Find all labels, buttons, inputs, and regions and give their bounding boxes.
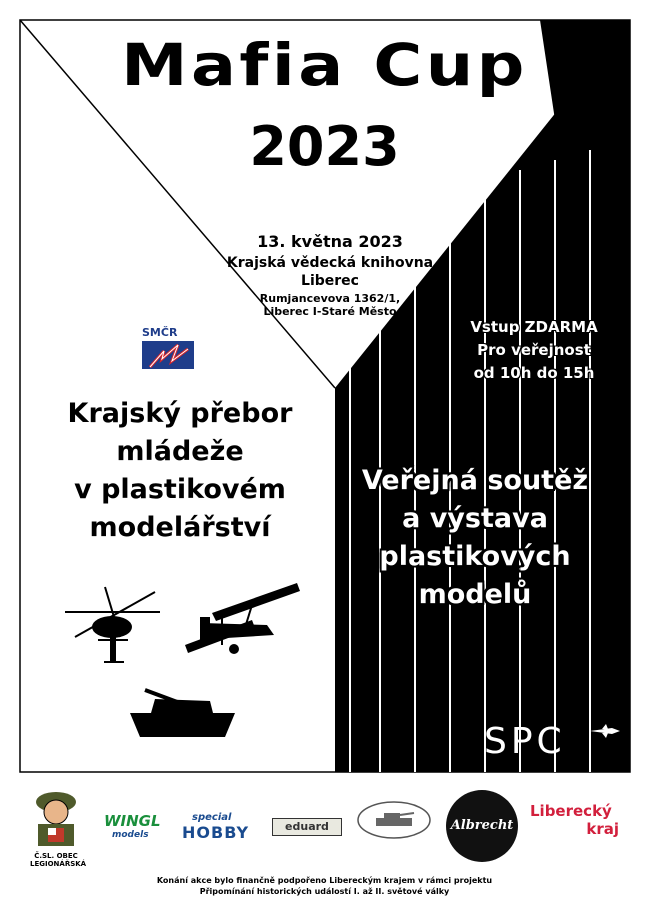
footer-line-2: Připomínání historických událostí I. až II. světové války [199, 887, 450, 896]
spc-logo [484, 722, 624, 768]
event-city: Liberec [301, 273, 359, 289]
event-date: 13. května 2023 [257, 232, 403, 251]
special-hobby-logo [182, 812, 258, 842]
left-heading [40, 395, 320, 547]
page-title: Mafia Cup [121, 31, 528, 99]
entry-line-1: Vstup ZDARMA [470, 318, 598, 336]
event-address-2: Liberec I-Staré Město [263, 305, 397, 318]
wingl-logo-top: WINGL [104, 812, 161, 830]
left-heading-line: v plastikovém [74, 474, 286, 505]
wingl-logo [104, 812, 170, 842]
legion-logo-top: Č.SL. OBEC [34, 852, 78, 860]
eduard-logo [272, 818, 342, 836]
entry-line-2: Pro veřejnost [477, 341, 591, 359]
event-venue: Krajská vědecká knihovna [226, 255, 434, 271]
spc-logo-text: SPC [484, 721, 566, 762]
tank-icon [125, 685, 240, 740]
entry-line-3: od 10h do 15h [473, 364, 595, 382]
liberec-logo-bottom: kraj [586, 820, 619, 838]
smcr-logo [142, 326, 202, 370]
lightning-icon [142, 339, 202, 371]
right-heading-line: plastikových [379, 541, 571, 572]
left-heading-line: Krajský přebor [67, 398, 293, 429]
footer-line-1: Konání akce bylo finančně podpořeno Libereckým krajem v rámci projektu [156, 876, 493, 885]
right-heading [350, 462, 600, 614]
smcr-logo-text: SMČR [142, 326, 178, 339]
tank-club-logo [356, 800, 432, 840]
legion-logo [30, 786, 87, 868]
special-logo-top: special [192, 812, 232, 823]
albrecht-logo [446, 790, 518, 862]
liberec-logo-top: Liberecký [530, 802, 612, 820]
albrecht-logo-text: Albrecht [450, 818, 514, 833]
right-heading-line: modelů [418, 579, 532, 610]
left-heading-line: mládeže [116, 436, 244, 467]
special-logo-bottom: HOBBY [182, 823, 250, 842]
left-heading-line: modelářství [89, 512, 271, 543]
eduard-logo-text: eduard [285, 820, 329, 833]
right-heading-line: a výstava [402, 503, 548, 534]
entry-info [463, 316, 605, 388]
event-address-1: Rumjancevova 1362/1, [259, 292, 401, 305]
legion-logo-bottom: LEGIONÁŘSKÁ [30, 860, 87, 868]
biplane-icon [182, 575, 302, 667]
page-title-year: 2023 [249, 115, 400, 178]
liberec-region-logo [530, 802, 625, 846]
soldier-icon [30, 786, 82, 848]
event-info [210, 232, 450, 318]
helicopter-icon [60, 582, 170, 672]
jet-icon [590, 724, 620, 738]
right-heading-line: Veřejná soutěž [361, 465, 589, 496]
wingl-logo-bottom: models [112, 830, 149, 840]
